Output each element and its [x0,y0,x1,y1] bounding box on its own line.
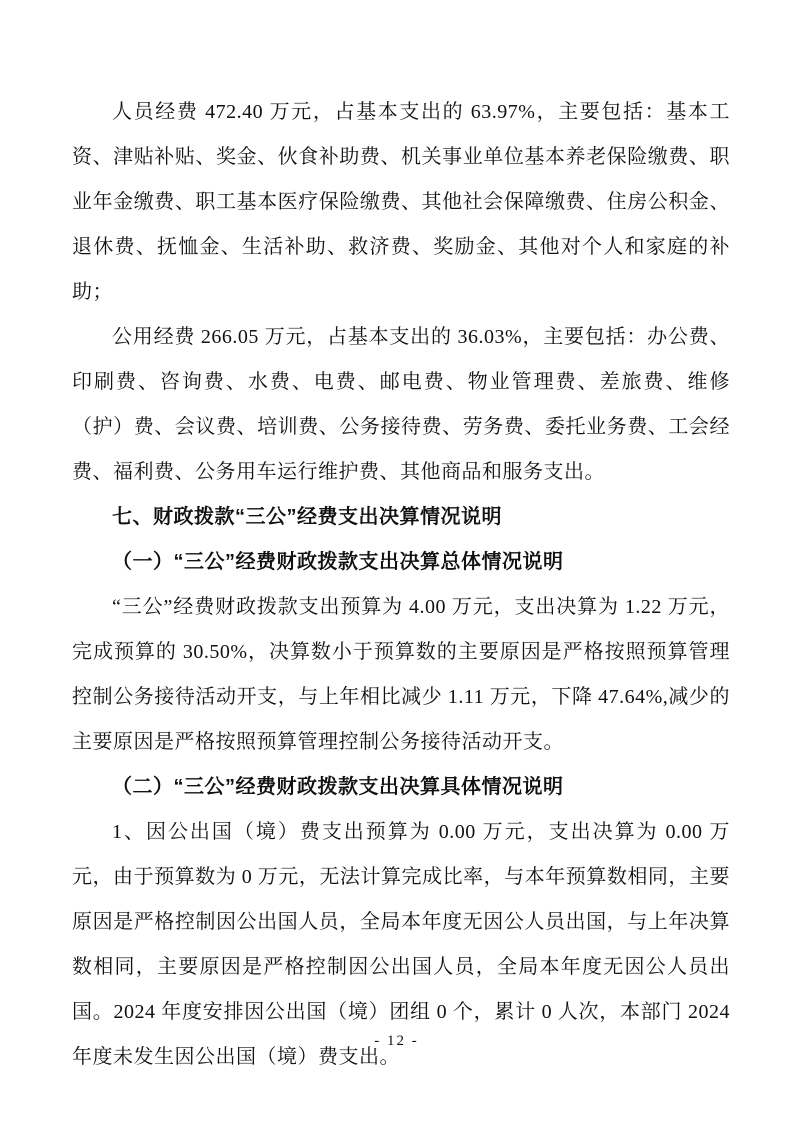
page-number: - 12 - [374,1033,419,1049]
document-body [72,90,730,1080]
heading-subsection-two: （二）“三公”经费财政拨款支出决算具体情况说明 [112,776,564,798]
paragraph-three-public-overall: “三公”经费财政拨款支出预算为 4.00 万元，支出决算为 1.22 万元，完成预算的 30.50%，决算数小于预算数的主要原因是严格按照预算管理控制公务接待活动开支，与上年相比减少 1.11 万元，下降 47.64%,减少的主要原因是严格按照预算管理控制公务接待活动开支。 [72,596,730,753]
heading-section-seven: 七、财政拨款“三公”经费支出决算情况说明 [112,506,502,528]
paragraph-public-expense: 公用经费 266.05 万元，占基本支出的 36.03%，主要包括：办公费、印刷费、咨询费、水费、电费、邮电费、物业管理费、差旅费、维修（护）费、会议费、培训费、公务接待费、劳务费、委托业务费、工会经费、福利费、公务用车运行维护费、其他商品和服务支出。 [72,326,730,483]
paragraph-overseas-travel: 1、因公出国（境）费支出预算为 0.00 万元，支出决算为 0.00 万元，由于预算数为 0 万元，无法计算完成比率，与本年预算数相同，主要原因是严格控制因公出国人员，全局本年度无因公人员出国，与上年决算数相同，主要原因是严格控制因公出国人员，全局本年度无因公人员出国。2024 年度安排因公出国（境）团组 0 个，累计 0 人次，本部门 2024 年度未发生因公出国（境）费支出。 [72,821,730,1068]
paragraph-personnel-expense: 人员经费 472.40 万元，占基本支出的 63.97%，主要包括：基本工资、津贴补贴、奖金、伙食补助费、机关事业单位基本养老保险缴费、职业年金缴费、职工基本医疗保险缴费、其他社会保障缴费、住房公积金、退休费、抚恤金、生活补助、救济费、奖励金、其他对个人和家庭的补助； [72,101,730,303]
heading-subsection-one: （一）“三公”经费财政拨款支出决算总体情况说明 [112,551,564,573]
